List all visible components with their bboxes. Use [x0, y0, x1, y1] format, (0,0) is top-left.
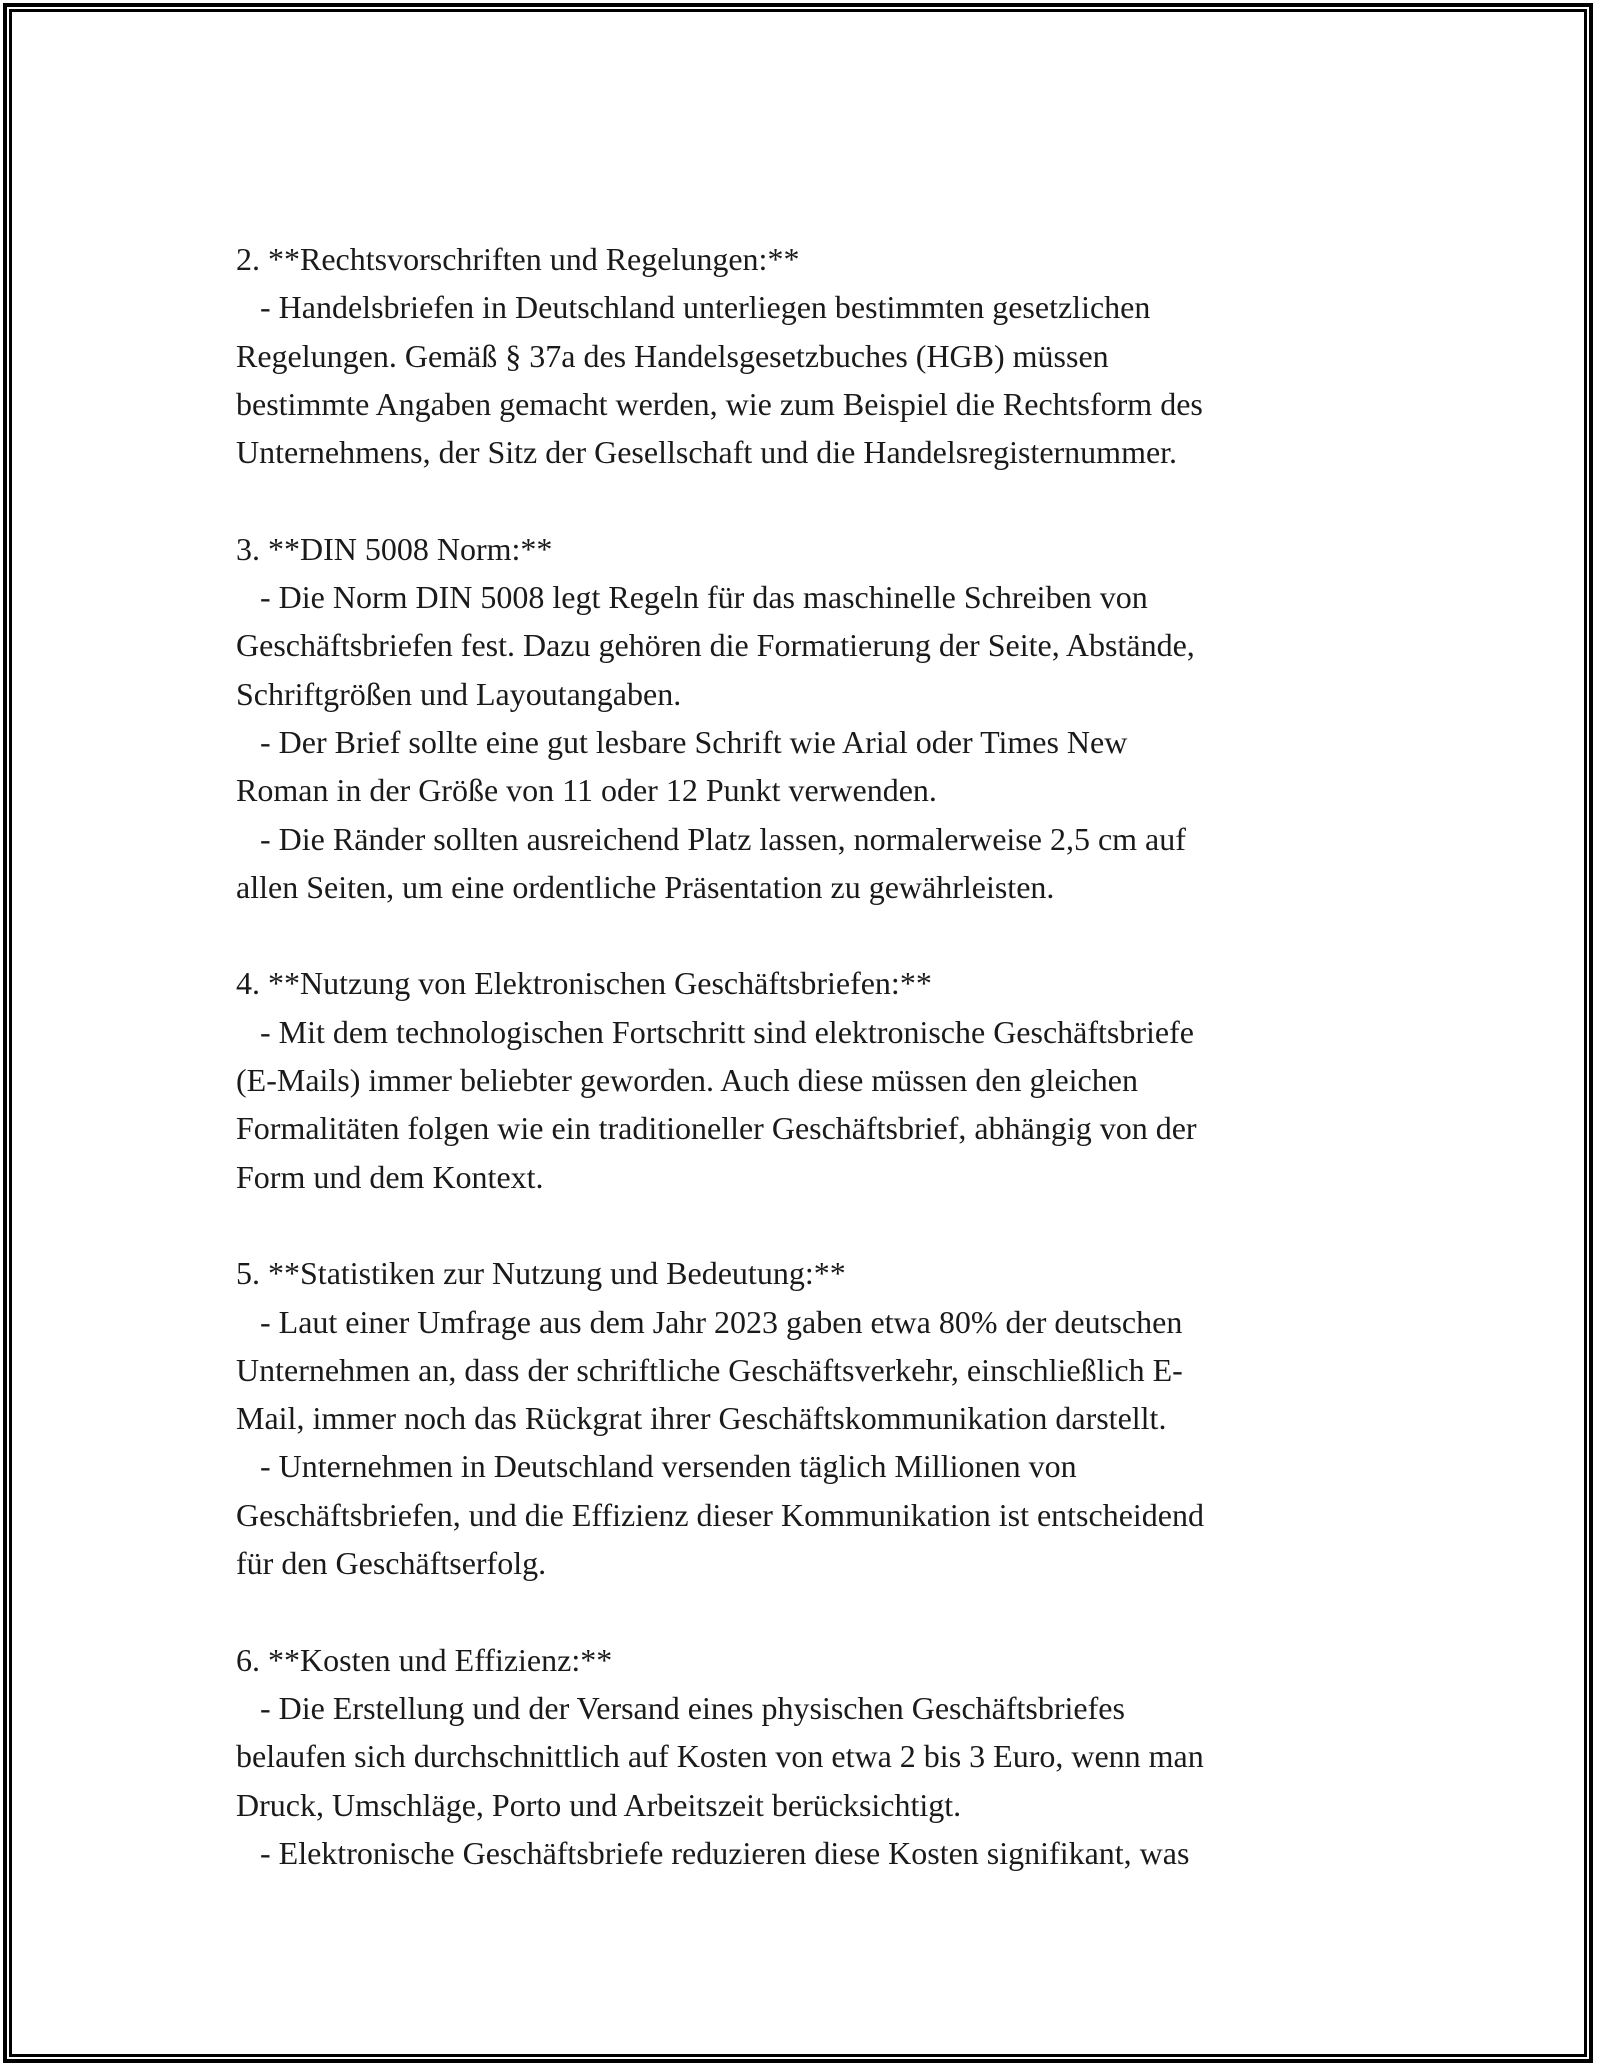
section-kosten [236, 1636, 1356, 1877]
section-heading: 6. **Kosten und Effizienz:** [236, 1641, 613, 1678]
document-body [236, 235, 1356, 1877]
section-statistiken [236, 1249, 1356, 1587]
section-rechtsvorschriften [236, 235, 1356, 476]
section-paragraph: - Unternehmen in Deutschland versenden täglich Millionen von Geschäftsbriefen, und die Effizienz dieser Kommunikation ist entscheidend für den Geschäftserfolg. [236, 1448, 1204, 1582]
section-heading: 4. **Nutzung von Elektronischen Geschäftsbriefen:** [236, 965, 932, 1002]
section-paragraph: - Die Norm DIN 5008 legt Regeln für das maschinelle Schreiben von Geschäftsbriefen fest. Dazu gehören die Formatierung der Seite, Abstände, Schriftgrößen und Layoutangaben. [236, 579, 1195, 712]
section-heading: 5. **Statistiken zur Nutzung und Bedeutung:** [236, 1255, 846, 1292]
section-elektronische-briefe [236, 959, 1356, 1200]
section-heading: 3. **DIN 5008 Norm:** [236, 530, 553, 567]
section-din-5008 [236, 525, 1356, 911]
section-paragraph: - Die Ränder sollten ausreichend Platz lassen, normalerweise 2,5 cm auf allen Seiten, um eine ordentliche Präsentation zu gewährleisten. [236, 820, 1186, 905]
section-paragraph: - Laut einer Umfrage aus dem Jahr 2023 gaben etwa 80% der deutschen Unternehmen an, dass der schriftliche Geschäftsverkehr, einschließlich E- Mail, immer noch das Rückgrat ihrer Geschäftskommunikation darstellt. [236, 1303, 1183, 1437]
section-paragraph: - Mit dem technologischen Fortschritt sind elektronische Geschäftsbriefe (E-Mails) immer beliebter geworden. Auch diese müssen den gleichen Formalitäten folgen wie ein traditioneller Geschäftsbrief, abhängig von der Form und dem Kontext. [236, 1013, 1197, 1195]
section-paragraph: - Elektronische Geschäftsbriefe reduzieren diese Kosten signifikant, was [260, 1834, 1190, 1871]
section-paragraph: - Der Brief sollte eine gut lesbare Schrift wie Arial oder Times New Roman in der Größe von 11 oder 12 Punkt verwenden. [236, 723, 1128, 809]
section-heading: 2. **Rechtsvorschriften und Regelungen:** [236, 241, 800, 277]
section-paragraph: - Die Erstellung und der Versand eines physischen Geschäftsbriefes belaufen sich durchschnittlich auf Kosten von etwa 2 bis 3 Euro, wenn man Druck, Umschläge, Porto und Arbeitszeit berücksichtigt. [236, 1689, 1204, 1823]
section-paragraph: - Handelsbriefen in Deutschland unterliegen bestimmten gesetzlichen Regelungen. Gemäß § 37a des Handelsgesetzbuches (HGB) müssen bestimmte Angaben gemacht werden, wie zum Beispiel die Rechtsform des Unternehmens, der Sitz der Gesellschaft und die Handelsregisternummer. [236, 289, 1203, 471]
